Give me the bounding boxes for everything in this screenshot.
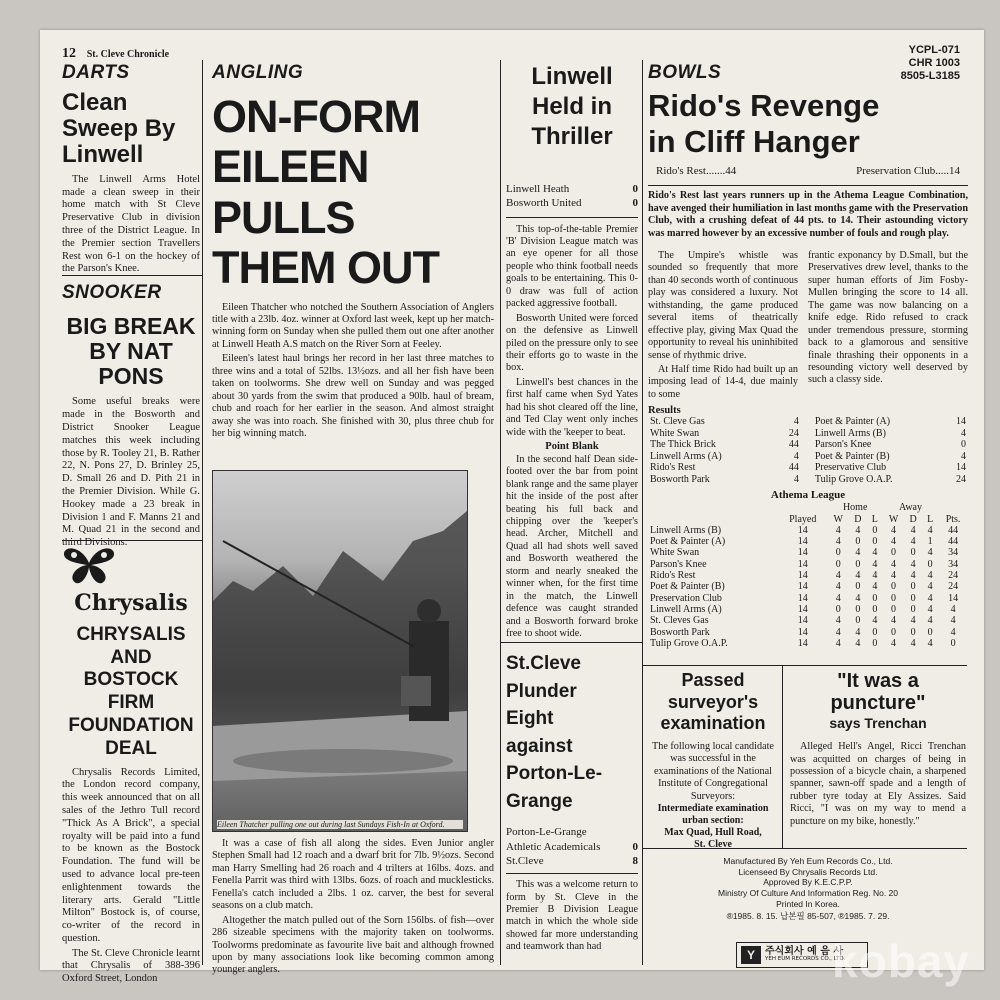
score-cell: 14 bbox=[956, 416, 966, 428]
score-cell: 4 bbox=[793, 473, 799, 485]
league-stat: 24 bbox=[948, 581, 959, 593]
league-stat: 4 bbox=[855, 626, 861, 638]
score-row bbox=[506, 854, 638, 868]
headline-line: Held in bbox=[531, 93, 612, 120]
league-stat: 0 bbox=[910, 547, 916, 559]
team-name: Porton-Le-Grange bbox=[506, 826, 587, 839]
headline-line: AND BOSTOCK bbox=[83, 646, 179, 691]
league-stat: 14 bbox=[797, 581, 808, 593]
league-stat: 14 bbox=[797, 603, 808, 615]
league-stat: 14 bbox=[797, 524, 808, 536]
score-cell: 4 bbox=[793, 450, 799, 462]
credit-line: ®1985. 8. 15. 납본필 85-507, ®1985. 7. 29. bbox=[726, 911, 890, 922]
league-team: Rido's Rest bbox=[650, 570, 696, 582]
team-score: Rido's Rest.......44 bbox=[656, 165, 737, 178]
score-row bbox=[506, 825, 638, 839]
article-body bbox=[62, 767, 200, 987]
headline bbox=[648, 670, 778, 735]
league-stat: 4 bbox=[950, 603, 956, 615]
paragraph: frantic exponancy by D.Small, but the Preservatives drew level, thanks to the super human efforts of Jim Fosby-Mullen bringing the score to 14 all. The game was now balancing on a knife edge. Rido refused to crack under tremendous pressure, storming back to a glamorous and sensitive finale thrashing their opponents in a resounding victory well deserved by such a classy side. bbox=[808, 250, 968, 386]
league-stat: 4 bbox=[872, 547, 878, 559]
league-team: Tulip Grove O.A.P. bbox=[650, 637, 728, 649]
subheading: Point Blank bbox=[545, 441, 599, 453]
linwell-article bbox=[506, 62, 638, 642]
league-team: St. Cleves Gas bbox=[650, 615, 709, 627]
league-stat: 4 bbox=[855, 592, 861, 604]
league-stat: 4 bbox=[910, 524, 916, 536]
league-stat: 4 bbox=[950, 626, 956, 638]
league-header-row bbox=[648, 514, 968, 525]
headline-line: Linwell bbox=[62, 140, 144, 168]
league-stat: 44 bbox=[948, 536, 959, 548]
credits bbox=[648, 856, 968, 922]
paragraph: This was a welcome return to form by St. Cleve in the Premier B Division League match in which the whole side showed far more understanding and teamwork than had bbox=[506, 879, 638, 953]
league-row bbox=[648, 615, 968, 626]
paragraph: Eileen Thatcher who notched the Southern Association of Anglers title with a 23lb. 4oz. winner at Oxford last week, kept up her match-winning form on Sunday when she pulled them out one after another at Linwell Heath A.S match on the River Sorn at Feeley. bbox=[212, 301, 494, 350]
league-stat: 0 bbox=[950, 637, 956, 649]
league-stat: 14 bbox=[797, 592, 808, 604]
league-stat: 4 bbox=[835, 536, 841, 548]
league-stat: 0 bbox=[910, 603, 916, 615]
article-body bbox=[790, 741, 966, 828]
score-cell: 0 bbox=[961, 439, 966, 451]
league-stat: 34 bbox=[948, 558, 959, 570]
section-label: DARTS bbox=[62, 62, 130, 83]
league-stat: 4 bbox=[927, 603, 933, 615]
paragraph: Alleged Hell's Angel, Ricci Trenchan was acquitted on charges of being in possession of a bicycle chain, a sharpened spanner, sawn-off spade and a length of rubber tyre today at Ely Assizes. Said Ricci, "I was on my way to mend a puncture on my bike, honestly." bbox=[790, 741, 966, 827]
lead-paragraph: Rido's Rest last years runners up in the Athema League Combination, have avenged their humiliation in last months game with the Preservation Club, with a crushing defeat of 44 pts. to 14. Their astounding victory was marred however by an excessive number of fouls and rough play. bbox=[648, 190, 968, 239]
headline-line: FOUNDATION bbox=[68, 714, 194, 736]
league-team: Bosworth Park bbox=[650, 626, 710, 638]
league-stat: 4 bbox=[950, 615, 956, 627]
headline bbox=[62, 90, 200, 168]
score-cell: 4 bbox=[793, 416, 799, 428]
league-stat: 4 bbox=[927, 570, 933, 582]
league-row bbox=[648, 627, 968, 638]
headline bbox=[790, 670, 966, 714]
league-stat: 0 bbox=[855, 581, 861, 593]
credit-line: Manufactured By Yeh Eum Records Co., Ltd. bbox=[723, 856, 893, 866]
league-column-header: L bbox=[927, 513, 934, 525]
league-stat: 0 bbox=[891, 592, 897, 604]
paragraph: Some useful breaks were made in the Bosworth and District Snooker League matches this week including those by R. Tooley 21, B. Rather 22, N. Pons 27, D. Brinley 25, D. Small 26 and D. Pith 21 in the Premier Division. While G. Hookey made a 23 break in Division 1 and F. Manns 21 and M. Quad 21 in the second and third Divisions. bbox=[62, 396, 200, 549]
headline-line: in Cliff Hanger bbox=[648, 123, 860, 159]
photo-caption: Eileen Thatcher pulling one out during last Sundays Fish-In at Oxford. bbox=[217, 820, 463, 829]
league-column-header: D bbox=[909, 513, 917, 525]
team-cell: White Swan bbox=[650, 427, 700, 439]
league-stat: 4 bbox=[927, 637, 933, 649]
label-name-korean: 주식회사 예 음 사 bbox=[765, 946, 844, 958]
column-rule bbox=[642, 60, 643, 965]
section-label: ANGLING bbox=[212, 62, 304, 83]
album-sleeve bbox=[40, 30, 984, 985]
divider bbox=[648, 185, 968, 186]
league-stat: 0 bbox=[872, 536, 878, 548]
league-stat: 4 bbox=[855, 524, 861, 536]
darts-article bbox=[62, 62, 200, 278]
photo-illustration bbox=[213, 471, 467, 831]
league-stat: 14 bbox=[797, 637, 808, 649]
article-body bbox=[506, 224, 638, 641]
league-team: Parson's Knee bbox=[650, 558, 707, 570]
paragraph: The St. Cleve Chronicle learnt that Chrysalis of 388-396 Oxford Street, London bbox=[62, 947, 201, 985]
headline bbox=[648, 88, 968, 159]
headline-line: Thriller bbox=[531, 123, 613, 150]
score-box bbox=[506, 182, 638, 211]
score-cell: 4 bbox=[961, 450, 966, 462]
results-row bbox=[648, 439, 968, 451]
angling-continued bbox=[212, 838, 494, 979]
league-team: Linwell Arms (B) bbox=[650, 524, 722, 536]
team-score: 8 bbox=[632, 854, 638, 867]
league-stat: 4 bbox=[910, 637, 916, 649]
paragraph: It was a case of fish all along the sides. Even Junior angler Stephen Small had 12 roach and a dwarf brit for 7lb. 9½ozs. Second man Harry Smelling had 26 roach and 4 trilters at 16lbs. 4ozs. and Fenella Parrit was third with 13lbs. 6ozs. of roach and mucklesticks. Fenella's catch included a 2lbs. 1 oz. carver, the best for several seasons on a club match. bbox=[212, 838, 494, 912]
league-stat: 4 bbox=[835, 637, 841, 649]
team-cell: St. Cleve Gas bbox=[650, 416, 705, 428]
paragraph: In the second half Dean side-footed over the bar from point blank range and the same player hit the inside of the post after beating his full back and chipping over the 'keeper's head. Archer, Mitchell and Quad all had shots well saved and Bosworth weathered the storm and nearly sneaked the winner when, for the first time in the match, the Linwell defence was caught stranded and a Bosworth forward broke free to shoot wide. bbox=[506, 453, 638, 639]
league-row bbox=[648, 525, 968, 536]
chrysalis-article bbox=[62, 545, 200, 988]
team-score: 0 bbox=[632, 840, 638, 853]
league-stat: 14 bbox=[797, 570, 808, 582]
score-row bbox=[506, 196, 638, 210]
section-label: SNOOKER bbox=[62, 282, 162, 303]
results-title: Results bbox=[648, 405, 681, 417]
league-row bbox=[648, 547, 968, 558]
group-header: Away bbox=[899, 502, 922, 514]
score-cell: 14 bbox=[956, 462, 966, 474]
league-stat: 4 bbox=[891, 637, 897, 649]
results-row bbox=[648, 416, 968, 428]
chrysalis-logo: Chrysalis bbox=[74, 590, 188, 616]
league-stat: 0 bbox=[855, 536, 861, 548]
league-stat: 0 bbox=[910, 592, 916, 604]
league-stat: 4 bbox=[891, 536, 897, 548]
team-cell: Linwell Arms (A) bbox=[650, 450, 722, 462]
league-team: Poet & Painter (A) bbox=[650, 536, 726, 548]
league-stat: 0 bbox=[872, 637, 878, 649]
league-column-header: W bbox=[888, 513, 899, 525]
league-stat: 4 bbox=[927, 581, 933, 593]
watermark: kobay bbox=[832, 935, 970, 987]
league-stat: 4 bbox=[835, 570, 841, 582]
league-column-header: Pts. bbox=[945, 513, 961, 525]
column-rule bbox=[500, 60, 501, 965]
league-stat: 4 bbox=[910, 570, 916, 582]
article-column bbox=[648, 250, 798, 403]
credit-line: Ministry Of Culture And Information Reg. No. 20 bbox=[718, 887, 898, 898]
league-stat: 4 bbox=[835, 592, 841, 604]
team-name: Athletic Academicals bbox=[506, 840, 601, 853]
team-cell: Tulip Grove O.A.P. bbox=[814, 473, 893, 485]
headline-line: St.Cleve bbox=[506, 653, 581, 674]
paragraph: The Linwell Arms Hotel made a clean sweep in their home match with St Cleve Preservative Club in division three of the District League. In the Premier section Travellers Rest won 6-1 on the hockey of the Parson's Knee. bbox=[62, 173, 200, 275]
article-body bbox=[62, 396, 200, 550]
league-team: White Swan bbox=[650, 547, 700, 559]
team-name: St.Cleve bbox=[506, 854, 544, 867]
score-row bbox=[506, 840, 638, 854]
league-stat: 4 bbox=[927, 547, 933, 559]
page-number: 12 bbox=[62, 46, 76, 61]
headline-line: Clean bbox=[62, 89, 128, 116]
league-stat: 0 bbox=[835, 603, 841, 615]
paragraph: At Half time Rido had built up an imposing lead of 14-4, due mainly to some bbox=[648, 363, 798, 400]
league-stat: 14 bbox=[797, 626, 808, 638]
league-stat: 4 bbox=[835, 581, 841, 593]
headline-line: BIG BREAK bbox=[66, 313, 196, 339]
league-stat: 44 bbox=[948, 524, 959, 536]
article-body bbox=[506, 879, 638, 954]
bowls-article bbox=[648, 62, 968, 649]
score-line bbox=[648, 165, 968, 177]
headline-line: FIRM bbox=[107, 692, 155, 714]
results-row bbox=[648, 462, 968, 474]
league-row bbox=[648, 604, 968, 615]
catalog-number: 8505-L3185 bbox=[900, 70, 960, 83]
paragraph: Linwell's best chances in the first half came when Syd Yates had his shot cleared off the line, and Ted Clay went only inches wide with the 'keeper to beat. bbox=[506, 376, 638, 438]
headline-line: "It was a bbox=[837, 670, 919, 692]
team-name: Bosworth United bbox=[506, 197, 582, 210]
league-stat: 14 bbox=[948, 592, 959, 604]
team-score: Preservation Club.....14 bbox=[856, 165, 960, 178]
paper-name: St. Cleve Chronicle bbox=[86, 49, 170, 60]
credit-line: Printed In Korea. bbox=[776, 898, 840, 909]
headline-line: CHRYSALIS bbox=[76, 623, 186, 645]
results-row bbox=[648, 451, 968, 463]
butterfly-icon bbox=[62, 545, 116, 585]
headline-line: Plunder bbox=[506, 680, 577, 702]
headline-line: Linwell bbox=[531, 63, 613, 90]
league-row bbox=[648, 570, 968, 581]
league-stat: 34 bbox=[948, 547, 959, 559]
paragraph: Bosworth United were forced on the defensive as Linwell piled on the pressure only to see their efforts go to waste in the box. bbox=[506, 312, 638, 374]
headline bbox=[506, 62, 638, 152]
league-stat: 4 bbox=[927, 524, 933, 536]
score-cell: 4 bbox=[961, 427, 966, 439]
league-team: Preservation Club bbox=[650, 592, 722, 604]
score-cell: 44 bbox=[788, 439, 799, 451]
score-cell: 24 bbox=[788, 427, 799, 439]
section-rule bbox=[642, 665, 967, 666]
league-stat: 4 bbox=[891, 570, 897, 582]
headline bbox=[62, 624, 200, 761]
league-stat: 1 bbox=[927, 536, 933, 548]
league-row bbox=[648, 593, 968, 604]
headline-line: against bbox=[506, 735, 573, 757]
divider bbox=[506, 217, 638, 218]
league-stat: 0 bbox=[927, 626, 933, 638]
league-stat: 4 bbox=[835, 524, 841, 536]
column-rule bbox=[782, 665, 783, 848]
league-stat: 4 bbox=[872, 581, 878, 593]
league-stat: 4 bbox=[891, 615, 897, 627]
league-row bbox=[648, 638, 968, 649]
headline-line: BY NAT PONS bbox=[89, 337, 173, 389]
exam-section: urban section: bbox=[682, 814, 744, 826]
surveyor-article bbox=[648, 670, 778, 851]
stcleve-article bbox=[506, 650, 638, 956]
team-cell: Preservative Club bbox=[814, 462, 887, 474]
team-cell: Poet & Painter (A) bbox=[814, 416, 891, 428]
team-cell: Bosworth Park bbox=[650, 473, 710, 485]
league-stat: 14 bbox=[797, 558, 808, 570]
league-stat: 4 bbox=[927, 615, 933, 627]
puncture-article bbox=[790, 670, 966, 830]
candidate-place: St. Cleve bbox=[694, 838, 732, 850]
league-stat: 0 bbox=[872, 626, 878, 638]
league-team: Linwell Arms (A) bbox=[650, 603, 722, 615]
league-stat: 0 bbox=[855, 615, 861, 627]
league-stat: 4 bbox=[835, 626, 841, 638]
league-stat: 4 bbox=[872, 570, 878, 582]
league-column-header: L bbox=[871, 513, 878, 525]
league-stat: 4 bbox=[910, 615, 916, 627]
league-group-row bbox=[648, 502, 968, 513]
headline-line: puncture" bbox=[830, 692, 926, 714]
byline: says Trenchan bbox=[829, 715, 927, 731]
results-row bbox=[648, 428, 968, 440]
league-stat: 0 bbox=[891, 626, 897, 638]
score-box bbox=[506, 825, 638, 868]
team-cell: Parson's Knee bbox=[814, 439, 872, 451]
catalog-number: YCPL-071 bbox=[908, 44, 960, 56]
masthead bbox=[62, 46, 169, 62]
divider bbox=[506, 873, 638, 874]
team-score: 0 bbox=[632, 197, 638, 210]
score-cell: 24 bbox=[956, 473, 966, 485]
results-table bbox=[648, 416, 968, 485]
headline-line: examination bbox=[660, 713, 766, 734]
exam-details bbox=[648, 803, 778, 851]
section-label: BOWLS bbox=[648, 62, 722, 83]
headline-line: ON-FORM bbox=[212, 91, 420, 142]
snooker-article bbox=[62, 282, 200, 552]
league-row bbox=[648, 581, 968, 592]
league-stat: 4 bbox=[872, 558, 878, 570]
headline-line: Porton-Le- bbox=[506, 763, 603, 785]
league-stat: 4 bbox=[855, 547, 861, 559]
league-stat: 0 bbox=[855, 603, 861, 615]
credit-line: Approved By K.E.C.P.P. bbox=[763, 877, 853, 888]
league-stat: 4 bbox=[835, 615, 841, 627]
headline-line: Passed bbox=[681, 670, 745, 690]
league-stat: 4 bbox=[855, 570, 861, 582]
league-stat: 0 bbox=[891, 581, 897, 593]
league-stat: 4 bbox=[891, 558, 897, 570]
team-cell: Poet & Painter (B) bbox=[814, 450, 890, 462]
catalog-number: CHR 1003 bbox=[908, 57, 960, 70]
headline-line: surveyor's bbox=[667, 691, 759, 712]
headline-line: Rido's Revenge bbox=[648, 88, 880, 123]
league-stat: 4 bbox=[910, 558, 916, 570]
angling-article bbox=[212, 62, 494, 442]
headline-line: Eight bbox=[506, 708, 554, 730]
headline-line: DEAL bbox=[105, 737, 157, 759]
league-stat: 4 bbox=[927, 592, 933, 604]
league-stat: 0 bbox=[835, 558, 841, 570]
headline bbox=[506, 650, 638, 815]
league-column-header: Played bbox=[789, 513, 817, 525]
league-team: Poet & Painter (B) bbox=[650, 581, 725, 593]
label-logo-icon: Y bbox=[741, 946, 761, 964]
league-column-header: D bbox=[854, 513, 862, 525]
league-stat: 4 bbox=[872, 615, 878, 627]
league-stat: 4 bbox=[910, 536, 916, 548]
results-row bbox=[648, 474, 968, 486]
credit-line: Licenseed By Chrysalis Records Ltd. bbox=[738, 866, 878, 877]
league-stat: 0 bbox=[891, 603, 897, 615]
group-header: Home bbox=[842, 502, 868, 514]
paragraph: Chrysalis Records Limited, the London record company, this week announced that on all sales of the Jethro Tull record "Thick As A Brick", a special royalty will be paid into a fund to be known as the Bostock Foundation. The fund will be used to advance local pre-teen enlightenment towards the literary arts. Gerald "Little Milton" Bostock is, of course, co-writer of the record in question. bbox=[62, 766, 200, 944]
league-stat: 0 bbox=[891, 547, 897, 559]
league-stat: 4 bbox=[855, 637, 861, 649]
article-column bbox=[808, 250, 968, 403]
paragraph: Altogether the match pulled out of the Sorn 156lbs. of fish—over 286 sizeable specimens with the majority taken on toolworms. Toolworms predominate as favourite live bait and although frowned upon by many associations look like becoming common among younger anglers. bbox=[212, 914, 494, 976]
league-stat: 0 bbox=[872, 524, 878, 536]
league-stat: 4 bbox=[891, 524, 897, 536]
league-stat: 0 bbox=[872, 603, 878, 615]
score-row bbox=[506, 182, 638, 196]
league-stat: 0 bbox=[927, 558, 933, 570]
exam-level: Intermediate examination bbox=[657, 802, 769, 814]
headline bbox=[62, 314, 200, 388]
league-row bbox=[648, 536, 968, 547]
league-column-header: W bbox=[833, 513, 843, 525]
article-body bbox=[62, 174, 200, 276]
paragraph: This top-of-the-table Premier 'B' Division League match was an eye opener for all those people who think football needs goals to be entertaining. This 0-0 draw was full of action packed aggressive football. bbox=[506, 223, 638, 310]
headline-line: Grange bbox=[506, 790, 573, 812]
league-stat: 24 bbox=[948, 570, 959, 582]
league-stat: 0 bbox=[910, 626, 916, 638]
league-stat: 0 bbox=[835, 547, 841, 559]
headline-line: Sweep By bbox=[62, 114, 176, 142]
bowls-columns bbox=[648, 250, 968, 403]
team-cell: Rido's Rest bbox=[650, 462, 696, 474]
team-score: 0 bbox=[632, 183, 638, 195]
league-stat: 0 bbox=[855, 558, 861, 570]
league-stat: 0 bbox=[872, 592, 878, 604]
headline-line: EILEEN PULLS bbox=[212, 141, 369, 243]
paragraph: Eileen's latest haul brings her record in her last three matches to three wins and a total of 52lbs. 13½ozs. and all her fish have been taken on toolworms. She drew well on Sunday and was pegged about 30 yards from the swim that produced a 90lb. haul of bream, chub and roach for her earlier in the season. And almost straight away she was into roach. She finished with 30, plus three chub for her big winning match. bbox=[212, 353, 494, 439]
angler-photo bbox=[212, 470, 468, 832]
article-body bbox=[212, 302, 494, 441]
team-name: Linwell Heath bbox=[506, 183, 570, 195]
league-stat: 14 bbox=[797, 536, 808, 548]
paragraph: The Umpire's whistle was sounded so frequently that more than 40 seconds worth of continuous play was considered a luxury. Not withstanding, the game produced several items of theatrically effective play, giving Max Quad the opportunity to reveal his uninhibited sense of rhythmic drive. bbox=[648, 250, 798, 361]
league-stat: 14 bbox=[797, 547, 808, 559]
team-cell: The Thick Brick bbox=[650, 439, 716, 451]
candidate-name: Max Quad, Hull Road, bbox=[664, 826, 762, 838]
league-stat: 14 bbox=[797, 615, 808, 627]
league-stat: 0 bbox=[910, 581, 916, 593]
team-cell: Linwell Arms (B) bbox=[814, 427, 886, 439]
headline bbox=[212, 92, 494, 294]
label-name-english: YEH EUM RECORDS CO., LTD. bbox=[765, 956, 846, 963]
article-body: The following local candidate was successful in the examinations of the National Institute of Congregational Surveyors: bbox=[652, 740, 774, 802]
headline-line: THEM OUT bbox=[212, 242, 439, 294]
league-table bbox=[648, 502, 968, 649]
column-rule bbox=[202, 60, 203, 965]
league-row bbox=[648, 559, 968, 570]
score-cell: 44 bbox=[788, 462, 799, 474]
league-title: Athema League bbox=[770, 489, 846, 502]
